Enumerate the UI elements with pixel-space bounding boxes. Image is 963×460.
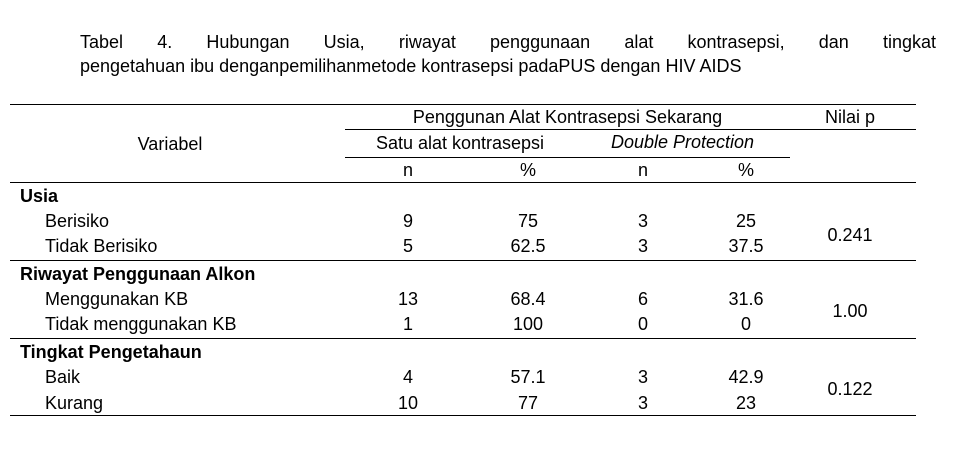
row-label: Berisiko [45, 211, 110, 231]
header-sub-double: Double Protection [610, 132, 755, 152]
header-sub-single: Satu alat kontrasepsi [375, 133, 545, 153]
row-n1: 13 [397, 289, 419, 309]
row-p2: 23 [735, 393, 757, 413]
row-n1: 9 [402, 211, 413, 231]
row-p1: 75 [517, 211, 539, 231]
row-label: Tidak menggunakan KB [45, 314, 237, 334]
header-bottom-rule [10, 182, 916, 183]
row-p2: 25 [735, 211, 757, 231]
header-n-2: n [637, 160, 648, 180]
row-n2: 3 [637, 236, 648, 256]
table-top-rule [10, 104, 916, 105]
header-n-1: n [402, 160, 413, 180]
row-n2: 0 [637, 314, 648, 334]
row-p1: 77 [517, 393, 539, 413]
group-title-usia: Usia [20, 186, 59, 206]
header-pvalue: Nilai p [824, 107, 876, 127]
header-pct-2: % [737, 160, 754, 180]
row-p2: 42.9 [728, 367, 764, 387]
group-header-rule [345, 129, 916, 130]
row-n1: 1 [402, 314, 413, 334]
row-n1: 5 [402, 236, 413, 256]
caption-line-2: pengetahuan ibu denganpemilihanmetode kontrasepsi padaPUS dengan HIV AIDS [80, 56, 742, 76]
group-p-value: 0.241 [827, 225, 873, 245]
row-label: Kurang [45, 393, 104, 413]
row-p2: 0 [740, 314, 751, 334]
row-label: Baik [45, 367, 81, 387]
row-p2: 37.5 [728, 236, 764, 256]
row-label: Menggunakan KB [45, 289, 189, 309]
table-bottom-rule [10, 415, 916, 416]
row-p2: 31.6 [728, 289, 764, 309]
row-n2: 3 [637, 393, 648, 413]
row-n1: 4 [402, 367, 413, 387]
row-n2: 3 [637, 367, 648, 387]
row-p1: 68.4 [510, 289, 546, 309]
group-title-pengetahuan: Tingkat Pengetahaun [20, 342, 202, 362]
table-caption [80, 30, 936, 78]
section-rule-1 [10, 260, 916, 261]
group-p-value: 0.122 [827, 379, 873, 399]
header-group: Penggunan Alat Kontrasepsi Sekarang [412, 107, 723, 127]
header-variabel: Variabel [137, 134, 203, 154]
row-n2: 6 [637, 289, 648, 309]
section-rule-2 [10, 338, 916, 339]
row-n2: 3 [637, 211, 648, 231]
subheader-rule [345, 157, 790, 158]
row-p1: 57.1 [510, 367, 546, 387]
row-n1: 10 [397, 393, 419, 413]
row-p1: 100 [512, 314, 544, 334]
group-p-value: 1.00 [832, 301, 868, 321]
caption-line-1: Tabel 4. Hubungan Usia, riwayat penggunaan alat kontrasepsi, dan tingkat [80, 32, 936, 52]
row-p1: 62.5 [510, 236, 546, 256]
row-label: Tidak Berisiko [45, 236, 158, 256]
header-pct-1: % [519, 160, 536, 180]
group-title-riwayat: Riwayat Penggunaan Alkon [20, 264, 256, 284]
